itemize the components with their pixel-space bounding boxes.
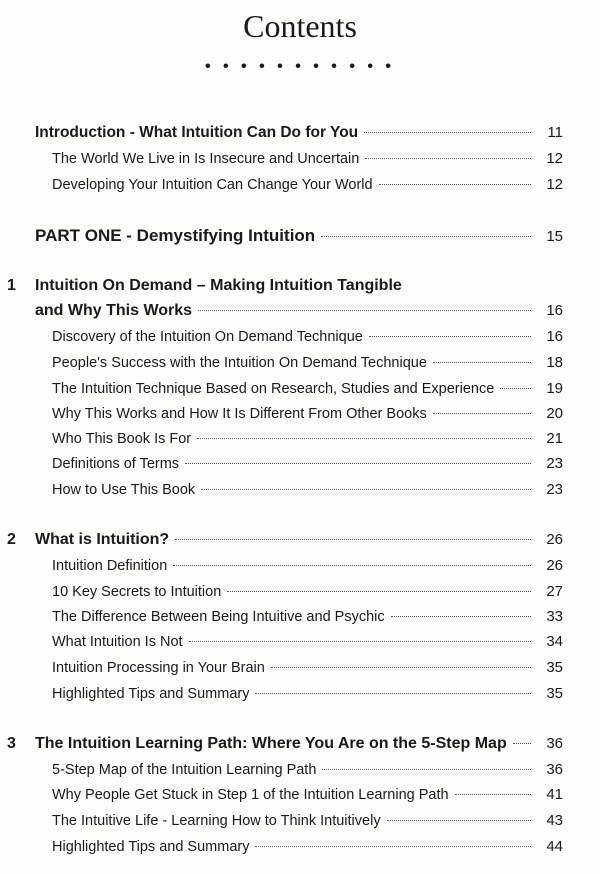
toc-subentry[interactable] bbox=[52, 354, 563, 371]
toc-entry[interactable] bbox=[7, 735, 563, 753]
toc-subentry[interactable] bbox=[52, 176, 563, 193]
toc-entry-label: Why This Works and How It Is Different From Other Books bbox=[52, 406, 427, 422]
toc-entry-label: People's Success with the Intuition On Demand Technique bbox=[52, 355, 427, 371]
dot-leader bbox=[433, 413, 531, 414]
dot-leader bbox=[271, 667, 531, 668]
toc-entry-label: Intuition Processing in Your Brain bbox=[52, 660, 265, 676]
toc-subentry[interactable] bbox=[52, 659, 563, 676]
toc-entry-label: Definitions of Terms bbox=[52, 456, 180, 472]
dot-leader bbox=[500, 388, 531, 389]
page-number: 26 bbox=[546, 531, 563, 548]
toc-entry-label: Highlighted Tips and Summary bbox=[52, 839, 250, 855]
page-number: 11 bbox=[547, 124, 563, 141]
toc-entry-label: Intuition Definition bbox=[52, 558, 168, 574]
dot-leader bbox=[387, 820, 531, 821]
dot-leader bbox=[513, 743, 531, 744]
chapter-number: 3 bbox=[7, 735, 16, 752]
page-number: 36 bbox=[546, 761, 563, 778]
toc-subentry[interactable] bbox=[52, 583, 563, 600]
toc-entry-label: Developing Your Intuition Can Change Your World bbox=[52, 177, 373, 193]
toc-entry-label: Highlighted Tips and Summary bbox=[52, 686, 250, 702]
toc-subentry[interactable] bbox=[52, 838, 563, 855]
page-number: 19 bbox=[546, 380, 563, 397]
page-number: 35 bbox=[546, 659, 563, 676]
page-number: 33 bbox=[546, 608, 563, 625]
chapter-number: 1 bbox=[7, 277, 16, 294]
toc-entry-label: Discovery of the Intuition On Demand Technique bbox=[52, 329, 363, 345]
page-number: 43 bbox=[546, 812, 563, 829]
page-title: Contents bbox=[243, 8, 357, 44]
toc-entry-label: PART ONE - Demystifying Intuition bbox=[35, 226, 316, 245]
dot-leader bbox=[364, 132, 531, 133]
toc-subentry[interactable] bbox=[52, 685, 563, 702]
toc-subentry[interactable] bbox=[52, 405, 563, 422]
toc-subentry[interactable] bbox=[52, 633, 563, 650]
toc-entry[interactable] bbox=[35, 302, 563, 320]
page-number: 12 bbox=[546, 150, 563, 167]
toc-entry-label: What Intuition Is Not bbox=[52, 634, 183, 650]
toc-entry-label: Why People Get Stuck in Step 1 of the Intuition Learning Path bbox=[52, 787, 449, 803]
page-number: 18 bbox=[546, 354, 563, 371]
toc-subentry[interactable] bbox=[52, 455, 563, 472]
toc-entry-label: Who This Book Is For bbox=[52, 431, 192, 447]
page-number: 23 bbox=[546, 455, 563, 472]
dot-leader bbox=[201, 489, 531, 490]
dot-leader bbox=[198, 310, 531, 311]
page-number: 27 bbox=[546, 583, 563, 600]
dot-leader bbox=[185, 463, 531, 464]
toc-entry[interactable] bbox=[7, 277, 455, 295]
toc-subentry[interactable] bbox=[52, 150, 563, 167]
dot-leader bbox=[175, 539, 531, 540]
dot-leader bbox=[379, 184, 531, 185]
toc-entry-label: and Why This Works bbox=[35, 302, 193, 319]
page-number: 26 bbox=[546, 557, 563, 574]
dot-leader bbox=[321, 236, 531, 237]
toc-entry[interactable] bbox=[7, 531, 563, 549]
page-number: 41 bbox=[546, 786, 563, 803]
toc-entry-label: The World We Live in Is Insecure and Uncertain bbox=[52, 151, 360, 167]
toc-subentry[interactable] bbox=[52, 481, 563, 498]
toc-subentry[interactable] bbox=[52, 812, 563, 829]
dot-leader bbox=[433, 362, 531, 363]
page-number: 34 bbox=[546, 633, 563, 650]
dot-leader bbox=[255, 846, 531, 847]
toc-subentry[interactable] bbox=[52, 380, 563, 397]
page-number: 23 bbox=[546, 481, 563, 498]
page-number: 21 bbox=[546, 430, 563, 447]
toc-entry-label: The Difference Between Being Intuitive and Psychic bbox=[52, 609, 385, 625]
toc-entry-label: What is Intuition? bbox=[35, 531, 170, 548]
toc-subentry[interactable] bbox=[52, 430, 563, 447]
dot-leader bbox=[189, 641, 531, 642]
dot-leader bbox=[227, 591, 531, 592]
page-number: 36 bbox=[546, 735, 563, 752]
toc-entry-label: 10 Key Secrets to Intuition bbox=[52, 584, 222, 600]
toc-entry-label: The Intuition Technique Based on Research, Studies and Experience bbox=[52, 381, 495, 397]
dot-leader bbox=[197, 438, 531, 439]
toc-entry-label: Intuition On Demand – Making Intuition Tangible bbox=[35, 277, 402, 294]
page-number: 12 bbox=[546, 176, 563, 193]
page-number: 15 bbox=[546, 228, 563, 245]
toc-entry-label: The Intuition Learning Path: Where You Are on the 5-Step Map bbox=[35, 735, 507, 752]
page-number: 20 bbox=[546, 405, 563, 422]
page-number: 16 bbox=[546, 328, 563, 345]
dot-leader bbox=[365, 158, 531, 159]
page-number: 35 bbox=[546, 685, 563, 702]
toc-entry-label: Introduction - What Intuition Can Do for You bbox=[35, 124, 359, 141]
title-ornament: • • • • • • • • • • • bbox=[204, 58, 396, 75]
page-number: 44 bbox=[546, 838, 563, 855]
toc-subentry[interactable] bbox=[52, 786, 563, 803]
toc-subentry[interactable] bbox=[52, 761, 563, 778]
toc-subentry[interactable] bbox=[52, 557, 563, 574]
dot-leader bbox=[455, 794, 531, 795]
toc-entry-label: The Intuitive Life - Learning How to Think Intuitively bbox=[52, 813, 381, 829]
dot-leader bbox=[391, 616, 531, 617]
toc-subentry[interactable] bbox=[52, 328, 563, 345]
toc-entry[interactable] bbox=[35, 124, 563, 142]
toc-entry-label: How to Use This Book bbox=[52, 482, 196, 498]
dot-leader bbox=[322, 769, 531, 770]
dot-leader bbox=[369, 336, 531, 337]
chapter-number: 2 bbox=[7, 531, 16, 548]
page-number: 16 bbox=[546, 302, 563, 319]
toc-subentry[interactable] bbox=[52, 608, 563, 625]
dot-leader bbox=[255, 693, 531, 694]
toc-entry[interactable] bbox=[35, 226, 563, 246]
dot-leader bbox=[173, 565, 531, 566]
toc-entry-label: 5-Step Map of the Intuition Learning Path bbox=[52, 762, 317, 778]
